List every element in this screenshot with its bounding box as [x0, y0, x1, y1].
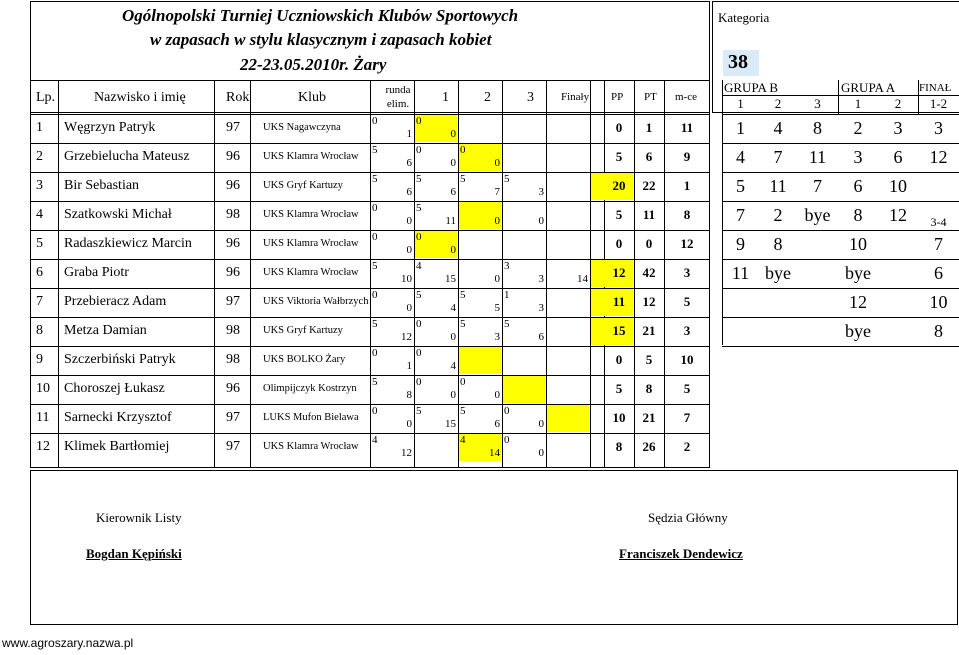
- wrestler-name: Choroszej Łukasz: [64, 381, 165, 396]
- group-cell: 8: [934, 321, 943, 341]
- place: 7: [683, 410, 691, 425]
- row-lp: 6: [36, 265, 43, 280]
- bout-score-bottom: 6: [450, 186, 456, 198]
- points-pt: 11: [642, 207, 656, 222]
- points-pp: 20: [612, 178, 626, 193]
- final-place-34: 3-4: [930, 215, 947, 229]
- group-row-line: [722, 172, 959, 173]
- group-cell: 2: [773, 205, 783, 225]
- bout-score-bottom: 10: [401, 273, 412, 285]
- bout-score-bottom: 0: [538, 447, 544, 459]
- points-pt: 5: [645, 352, 653, 367]
- points-pp: 0: [615, 236, 623, 251]
- bout-score-bottom: 6: [406, 157, 412, 169]
- bout-empty-cell: [547, 405, 589, 432]
- table-col-line: [458, 80, 459, 468]
- group-cell: 8: [813, 118, 822, 138]
- bout-score-top: 0: [416, 144, 422, 156]
- bout-score-top: 4: [460, 434, 466, 446]
- birth-year: 96: [226, 381, 240, 396]
- final-label: FINAŁ: [919, 82, 952, 94]
- group-header-line: [722, 95, 959, 96]
- group-cell: 8: [773, 234, 783, 254]
- place: 3: [683, 323, 691, 338]
- bout-score-top: 4: [416, 260, 422, 272]
- points-pt: 26: [642, 439, 656, 454]
- group-cell: bye: [845, 263, 871, 283]
- table-col-line: [250, 80, 251, 468]
- bout-score-bottom: 0: [450, 389, 456, 401]
- place: 9: [683, 149, 691, 164]
- group-cell: 12: [889, 205, 907, 225]
- bout-score-top: 1: [504, 289, 510, 301]
- points-pt: 0: [645, 236, 653, 251]
- place: 5: [683, 381, 691, 396]
- bout-score-bottom: 0: [494, 215, 500, 227]
- group-cell: 12: [929, 147, 948, 167]
- sedzia-name: Franciszek Dendewicz: [619, 546, 743, 561]
- bout-score-top: 5: [504, 318, 510, 330]
- group-b-label: GRUPA B: [724, 80, 779, 95]
- bout-score-bottom: 0: [450, 331, 456, 343]
- place: 12: [680, 236, 694, 251]
- header-runda: runda: [385, 84, 411, 96]
- birth-year: 98: [226, 352, 240, 367]
- points-pp: 12: [612, 265, 626, 280]
- group-row-line: [722, 114, 959, 115]
- row-lp: 12: [36, 439, 50, 454]
- group-a-label: GRUPA A: [841, 80, 896, 95]
- bout-score-top: 5: [460, 405, 466, 417]
- wrestler-name: Metza Damian: [64, 323, 147, 338]
- group-cell: 6: [934, 263, 943, 283]
- bout-score-bottom: 0: [406, 215, 412, 227]
- header-mce: m-ce: [675, 91, 697, 103]
- row-lp: 8: [36, 323, 43, 338]
- final-col-12: 1-2: [929, 96, 948, 111]
- title-line-1: Ogólnopolski Turniej Uczniowskich Klubów Sportowych: [122, 6, 519, 25]
- header-pp: PP: [611, 91, 624, 103]
- birth-year: 97: [226, 410, 240, 425]
- place: 2: [683, 439, 691, 454]
- row-lp: 9: [36, 352, 43, 367]
- bout-score-top: 5: [372, 318, 378, 330]
- group-row-line: [722, 346, 959, 347]
- bout-score-bottom: 0: [494, 157, 500, 169]
- header-elim: elim.: [386, 98, 410, 110]
- group-row-line: [722, 143, 959, 144]
- kierownik-label: Kierownik Listy: [96, 510, 182, 525]
- bout-score-bottom: 15: [445, 273, 456, 285]
- row-lp: 1: [36, 120, 43, 135]
- bout-score-bottom: 1: [406, 128, 412, 140]
- group-b-col-1: 1: [737, 96, 744, 111]
- sedzia-label: Sędzia Główny: [648, 510, 728, 525]
- points-pt: 22: [642, 178, 656, 193]
- club-name: UKS Gryf Kartuzy: [263, 325, 343, 336]
- points-pt: 12: [642, 294, 656, 309]
- group-cell: 7: [773, 147, 783, 167]
- bout-score-bottom: 0: [406, 302, 412, 314]
- points-pp: 11: [612, 294, 626, 309]
- bout-score-top: 3: [504, 260, 510, 272]
- table-col-line: [502, 80, 503, 468]
- birth-year: 96: [226, 149, 240, 164]
- group-row-line: [722, 259, 959, 260]
- group-cell: 4: [773, 118, 783, 138]
- category-value: 38: [728, 51, 748, 73]
- club-name: UKS Klamra Wrocław: [263, 151, 359, 162]
- birth-year: 96: [226, 265, 240, 280]
- header-round-2: 2: [484, 90, 491, 105]
- group-cell: 9: [736, 234, 745, 254]
- points-pp: 0: [615, 352, 623, 367]
- final-header-divider: [918, 80, 919, 114]
- bout-score-top: 5: [460, 318, 466, 330]
- website-link[interactable]: www.agroszary.nazwa.pl: [2, 636, 134, 650]
- wrestler-name: Przebieracz Adam: [64, 294, 167, 309]
- group-row-line: [722, 201, 959, 202]
- group-a-col-1: 1: [854, 96, 862, 111]
- title-line-3: 22-23.05.2010r. Żary: [240, 55, 387, 74]
- bout-score-bottom: 5: [494, 302, 500, 314]
- birth-year: 98: [226, 207, 240, 222]
- group-cell: 8: [853, 205, 863, 225]
- group-cell: 11: [808, 147, 827, 167]
- group-cell: 3: [893, 118, 903, 138]
- group-b-col-2: 2: [774, 96, 782, 111]
- bout-score-top: 5: [372, 173, 378, 185]
- birth-year: 96: [226, 178, 240, 193]
- bout-score-top: 5: [372, 260, 378, 272]
- club-name: UKS Nagawczyna: [263, 122, 341, 133]
- category-label: Kategoria: [718, 10, 770, 25]
- points-pp: 10: [612, 410, 626, 425]
- points-pp: 15: [612, 323, 626, 338]
- group-cell: 7: [813, 176, 822, 196]
- points-pp: 0: [615, 120, 623, 135]
- bout-score-top: 5: [416, 289, 422, 301]
- group-cell: 10: [929, 292, 948, 312]
- points-pp: 5: [615, 207, 623, 222]
- club-name: UKS Gryf Kartuzy: [263, 180, 343, 191]
- bout-score-bottom: 15: [445, 418, 456, 430]
- points-pt: 6: [645, 149, 653, 164]
- group-cell: 4: [736, 147, 745, 167]
- bout-score-bottom: 11: [445, 215, 456, 227]
- bout-score-bottom: 0: [406, 244, 412, 256]
- table-col-line: [370, 80, 371, 468]
- birth-year: 98: [226, 323, 240, 338]
- birth-year: 97: [226, 439, 240, 454]
- wrestler-name: Szczerbiński Patryk: [64, 352, 176, 367]
- group-a-col-2: 2: [894, 96, 902, 111]
- group-b-col-3: 3: [814, 96, 821, 111]
- wrestler-name: Węgrzyn Patryk: [64, 120, 156, 135]
- row-lp: 11: [36, 410, 50, 425]
- wrestler-name: Klimek Bartłomiej: [64, 439, 170, 454]
- bout-empty-cell: [503, 376, 545, 403]
- bout-score-top: 0: [416, 347, 422, 359]
- row-lp: 3: [36, 178, 43, 193]
- header-club: Klub: [298, 90, 326, 105]
- bout-score-top: 0: [460, 376, 466, 388]
- bout-score-bottom: 6: [538, 331, 544, 343]
- bout-score-top: 5: [416, 405, 422, 417]
- bout-score-bottom: 0: [538, 215, 544, 227]
- group-cell: 7: [934, 234, 943, 254]
- wrestler-name: Bir Sebastian: [64, 178, 140, 193]
- points-pt: 42: [642, 265, 656, 280]
- group-cell: 12: [849, 292, 867, 312]
- group-cell: 11: [769, 176, 787, 196]
- club-name: UKS Klamra Wrocław: [263, 238, 359, 249]
- bout-score-bottom: 8: [406, 389, 412, 401]
- header-round-1: 1: [442, 90, 449, 105]
- birth-year: 97: [226, 294, 240, 309]
- bout-score-top: 4: [372, 434, 378, 446]
- bout-score-bottom: 0: [494, 273, 500, 285]
- bout-score-top: 0: [460, 144, 466, 156]
- bout-score-top: 0: [416, 115, 422, 127]
- club-name: UKS Klamra Wrocław: [263, 267, 359, 278]
- place: 10: [680, 352, 694, 367]
- bout-score-top: 0: [416, 376, 422, 388]
- kierownik-name: Bogdan Kępiński: [86, 546, 182, 561]
- header-rok: Rok: [226, 90, 250, 105]
- bout-score-top: 5: [416, 202, 422, 214]
- bout-score-top: 0: [372, 115, 378, 127]
- bout-score-bottom: 0: [538, 418, 544, 430]
- points-pt: 8: [645, 381, 653, 396]
- bout-score-top: 0: [372, 289, 378, 301]
- row-lp: 7: [36, 294, 43, 309]
- bout-score-bottom: 7: [494, 186, 500, 198]
- club-name: UKS Klamra Wrocław: [263, 441, 359, 452]
- bout-score-bottom: 3: [538, 186, 544, 198]
- group-cell: bye: [845, 321, 871, 341]
- place: 5: [683, 294, 691, 309]
- bout-score-bottom: 12: [401, 331, 412, 343]
- bout-score-top: 5: [460, 289, 466, 301]
- bout-score-bottom: 14: [577, 273, 588, 285]
- birth-year: 97: [226, 120, 240, 135]
- club-name: UKS Viktoria Wałbrzych: [263, 296, 369, 307]
- row-lp: 4: [36, 207, 43, 222]
- row-lp: 2: [36, 149, 43, 164]
- bout-score-bottom: 3: [538, 273, 544, 285]
- bout-score-top: 0: [372, 347, 378, 359]
- place: 3: [683, 265, 691, 280]
- bout-score-bottom: 12: [401, 447, 412, 459]
- group-cell: 3: [934, 118, 943, 138]
- group-cell: 3: [853, 147, 863, 167]
- group-cell: 6: [893, 147, 903, 167]
- group-cell: 5: [736, 176, 745, 196]
- bout-score-bottom: 4: [450, 360, 456, 372]
- group-cell: bye: [804, 205, 831, 225]
- bout-score-top: 5: [416, 173, 422, 185]
- wrestler-name: Radaszkiewicz Marcin: [64, 236, 192, 251]
- club-name: Olimpijczyk Kostrzyn: [263, 383, 357, 394]
- header-lp: Lp.: [36, 90, 56, 105]
- row-lp: 5: [36, 236, 43, 251]
- bout-score-bottom: 0: [450, 157, 456, 169]
- bout-score-bottom: 6: [494, 418, 500, 430]
- header-pt: PT: [644, 91, 657, 103]
- bout-score-top: 5: [372, 376, 378, 388]
- bout-score-bottom: 14: [489, 447, 500, 459]
- points-pp: 5: [615, 149, 623, 164]
- bout-score-top: 5: [504, 173, 510, 185]
- wrestler-name: Graba Piotr: [64, 265, 129, 280]
- bout-score-top: 5: [372, 144, 378, 156]
- bout-empty-cell: [459, 347, 501, 374]
- group-cell: 6: [853, 176, 863, 196]
- header-finaly: Finały: [561, 91, 590, 103]
- group-cell: 2: [853, 118, 863, 138]
- wrestler-name: Sarnecki Krzysztof: [64, 410, 172, 425]
- wrestler-name: Szatkowski Michał: [64, 207, 172, 222]
- bout-score-bottom: 0: [450, 128, 456, 140]
- group-cell: bye: [765, 263, 791, 283]
- bout-score-bottom: 3: [494, 331, 500, 343]
- table-col-line: [58, 80, 59, 468]
- bout-score-bottom: 1: [406, 360, 412, 372]
- title-line-2: w zapasach w stylu klasycznym i zapasach kobiet: [150, 30, 492, 49]
- bout-score-top: 5: [460, 173, 466, 185]
- points-pt: 1: [645, 120, 653, 135]
- club-name: UKS Klamra Wrocław: [263, 209, 359, 220]
- bout-score-top: 0: [416, 231, 422, 243]
- club-name: LUKS Mufon Bielawa: [263, 412, 359, 423]
- bout-score-top: 0: [504, 434, 510, 446]
- bout-score-top: 0: [504, 405, 510, 417]
- points-pp: 8: [615, 439, 623, 454]
- bout-score-top: 0: [372, 231, 378, 243]
- wrestler-name: Grzebielucha Mateusz: [64, 149, 190, 164]
- group-row-line: [722, 288, 959, 289]
- group-cell: 7: [736, 205, 745, 225]
- club-name: UKS BOLKO Żary: [263, 354, 346, 365]
- place: 1: [683, 178, 691, 193]
- group-header-divider: [838, 80, 839, 114]
- bout-score-bottom: 0: [406, 418, 412, 430]
- bout-score-top: 0: [416, 318, 422, 330]
- group-cell: 11: [731, 263, 750, 283]
- bout-score-bottom: 0: [494, 389, 500, 401]
- row-lp: 10: [36, 381, 50, 396]
- table-col-line: [214, 80, 215, 468]
- place: 8: [683, 207, 691, 222]
- bout-score-bottom: 3: [538, 302, 544, 314]
- header-round-3: 3: [527, 90, 534, 105]
- group-cell: 10: [889, 176, 907, 196]
- group-cell: 1: [736, 118, 745, 138]
- bout-score-bottom: 0: [450, 244, 456, 256]
- group-cell: 10: [849, 234, 867, 254]
- bout-score-bottom: 4: [450, 302, 456, 314]
- birth-year: 96: [226, 236, 240, 251]
- points-pt: 21: [642, 410, 656, 425]
- header-name: Nazwisko i imię: [94, 90, 186, 105]
- points-pp: 5: [615, 381, 623, 396]
- group-row-line: [722, 317, 959, 318]
- points-pt: 21: [642, 323, 656, 338]
- bout-score-top: 0: [372, 405, 378, 417]
- group-row-line: [722, 230, 959, 231]
- place: 11: [680, 120, 694, 135]
- bout-score-top: 0: [372, 202, 378, 214]
- bout-score-bottom: 6: [406, 186, 412, 198]
